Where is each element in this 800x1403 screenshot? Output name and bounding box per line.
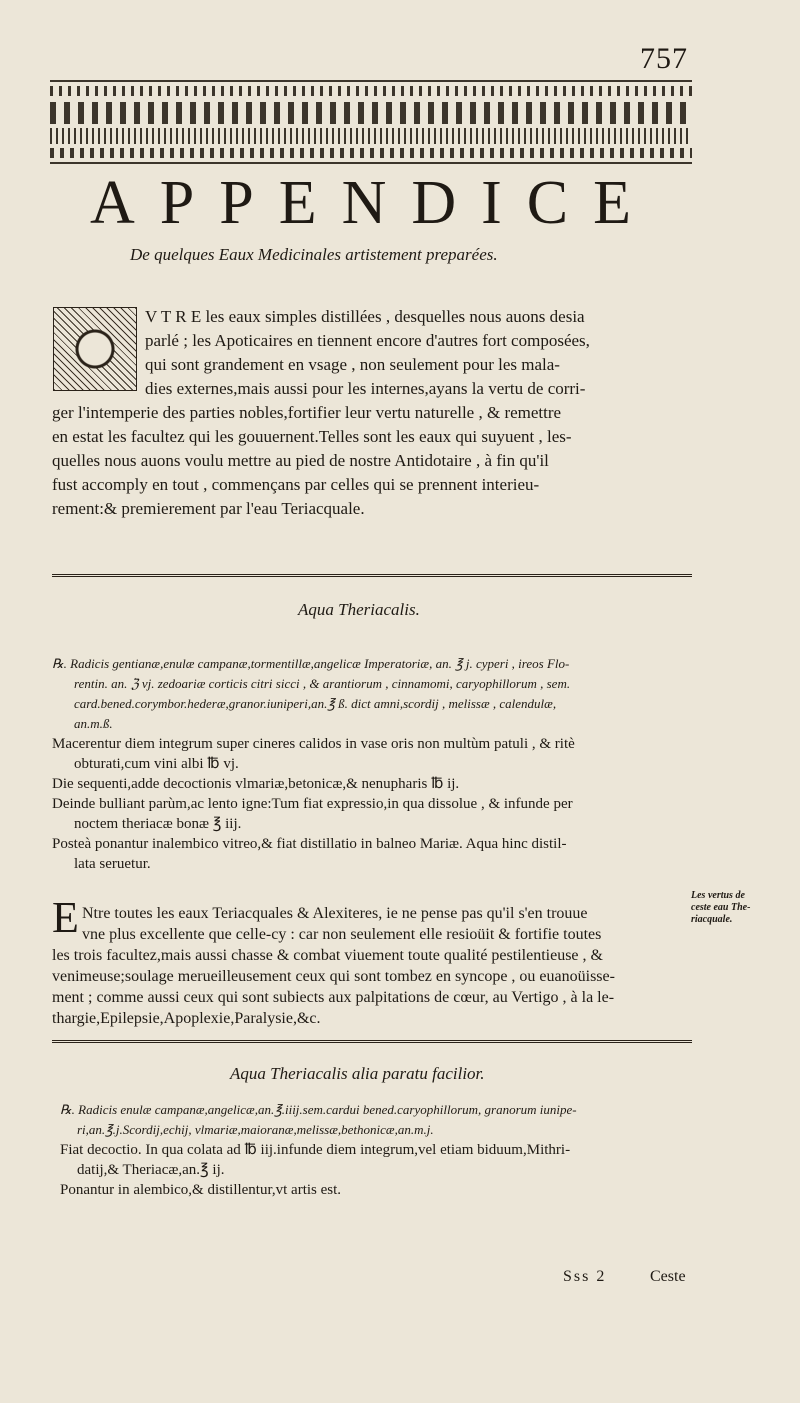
decorative-headpiece-icon	[50, 80, 692, 164]
section-heading: Aqua Theriacalis.	[298, 600, 420, 619]
text-line: thargie,Epilepsie,Apoplexie,Paralysie,&c.	[52, 1010, 321, 1027]
note-line: ceste eau The-	[691, 902, 751, 913]
text-line: parlé ; les Apoticaires en tiennent encore d'autres fort composées,	[145, 331, 590, 350]
recipe-block	[52, 654, 575, 874]
text-line: quelles nous auons voulu mettre au pied de nostre Antidotaire , à fin qu'il	[52, 451, 549, 470]
text-line: Ntre toutes les eaux Teriacquales & Alexiteres, ie ne pense pas qu'il s'en trouue	[82, 905, 588, 922]
section-divider	[52, 574, 692, 577]
page-number: 757	[640, 42, 688, 75]
text-line: V T R E les eaux simples distillées , desquelles nous auons desia	[145, 307, 585, 326]
recipe-line: noctem theriacæ bonæ ℥ iij.	[74, 816, 242, 832]
text-line: dies externes,mais aussi pour les internes,ayans la vertu de corri-	[145, 379, 586, 398]
recipe-line: an.m.ß.	[74, 716, 113, 731]
recipe-line: Posteà ponantur inalembico vitreo,& fiat distillatio in balneo Mariæ. Aqua hinc distil-	[52, 836, 567, 852]
recipe-line: ℞. Radicis enulæ campanæ,angelicæ,an.℥.iiij.sem.cardui bened.caryophillorum, granorum iunipe-	[60, 1102, 577, 1117]
text-line: qui sont grandement en vsage , non seulement pour les mala-	[145, 355, 560, 374]
initial-letter: E	[52, 893, 79, 942]
recipe-line: Die sequenti,adde decoctionis vlmariæ,betonicæ,& nenupharis ℔ ij.	[52, 776, 460, 792]
commentary-paragraph	[52, 903, 692, 1029]
recipe-line: obturati,cum vini albi ℔ vj.	[74, 756, 239, 772]
page-subtitle: De quelques Eaux Medicinales artistement preparées.	[130, 245, 498, 264]
recipe-line: Deinde bulliant parùm,ac lento igne:Tum fiat expressio,in qua dissolue , & infunde per	[52, 796, 573, 812]
recipe-line: rentin. an. ℨ vj. zedoariæ corticis citri sicci , & arantiorum , cinnamomi, caryophillorum , sem.	[74, 676, 571, 691]
text-line: ger l'intemperie des parties nobles,fortifier leur vertu naturelle , & remettre	[52, 403, 562, 422]
recipe-line: ℞. Radicis gentianæ,enulæ campanæ,tormentillæ,angelicæ Imperatoriæ, an. ℥ j. cyperi , ireos Flo-	[52, 656, 570, 671]
text-line: ment ; comme aussi ceux qui sont subiects aux palpitations de cœur, au Vertigo , à la le-	[52, 989, 615, 1006]
text-line: vne plus excellente que celle-cy : car non seulement elle resioüit & fortifie toutes	[82, 926, 602, 943]
intro-paragraph	[52, 305, 702, 521]
text-line: les trois facultez,mais aussi chasse & combat viuement toute qualité pestilentieuse , &	[52, 947, 603, 964]
note-line: Les vertus de	[691, 890, 745, 901]
text-line: venimeuse;soulage merueilleusement ceux qui sont tombez en syncope , ou euanoüisse-	[52, 968, 615, 985]
recipe-line: Ponantur in alembico,& distillentur,vt artis est.	[60, 1182, 342, 1198]
text-line: rement:& premierement par l'eau Teriacquale.	[52, 499, 365, 518]
catchword: Ceste	[650, 1268, 686, 1285]
recipe-block	[60, 1100, 577, 1200]
text-line: en estat les facultez qui les gouuernent.Telles sont les eaux qui suyuent , les-	[52, 427, 572, 446]
marginal-note	[691, 890, 771, 926]
page-title: APPENDICE	[90, 169, 657, 237]
recipe-line: Fiat decoctio. In qua colata ad ℔ iij.infunde diem integrum,vel etiam biduum,Mithri-	[60, 1142, 571, 1158]
section-heading: Aqua Theriacalis alia paratu facilior.	[230, 1064, 485, 1083]
recipe-line: lata seruetur.	[74, 856, 151, 872]
section-divider	[52, 1040, 692, 1043]
recipe-line: datij,& Theriacæ,an.℥ ij.	[77, 1162, 225, 1178]
signature-mark: Sss 2	[563, 1268, 607, 1285]
text-line: fust accomply en tout , commençans par celles qui se prennent interieu-	[52, 475, 540, 494]
note-line: riacquale.	[691, 914, 733, 925]
recipe-line: card.bened.corymbor.hederæ,granor.iuniperi,an.℥ ß. dict amni,scordij , melissæ , calendulæ,	[74, 696, 557, 711]
recipe-line: Macerentur diem integrum super cineres calidos in vase oris non multùm patuli , & ritè	[52, 736, 575, 752]
recipe-line: ri,an.℥.j.Scordij,echij, vlmariæ,maioranæ,melissæ,bethonicæ,an.m.j.	[77, 1122, 434, 1137]
